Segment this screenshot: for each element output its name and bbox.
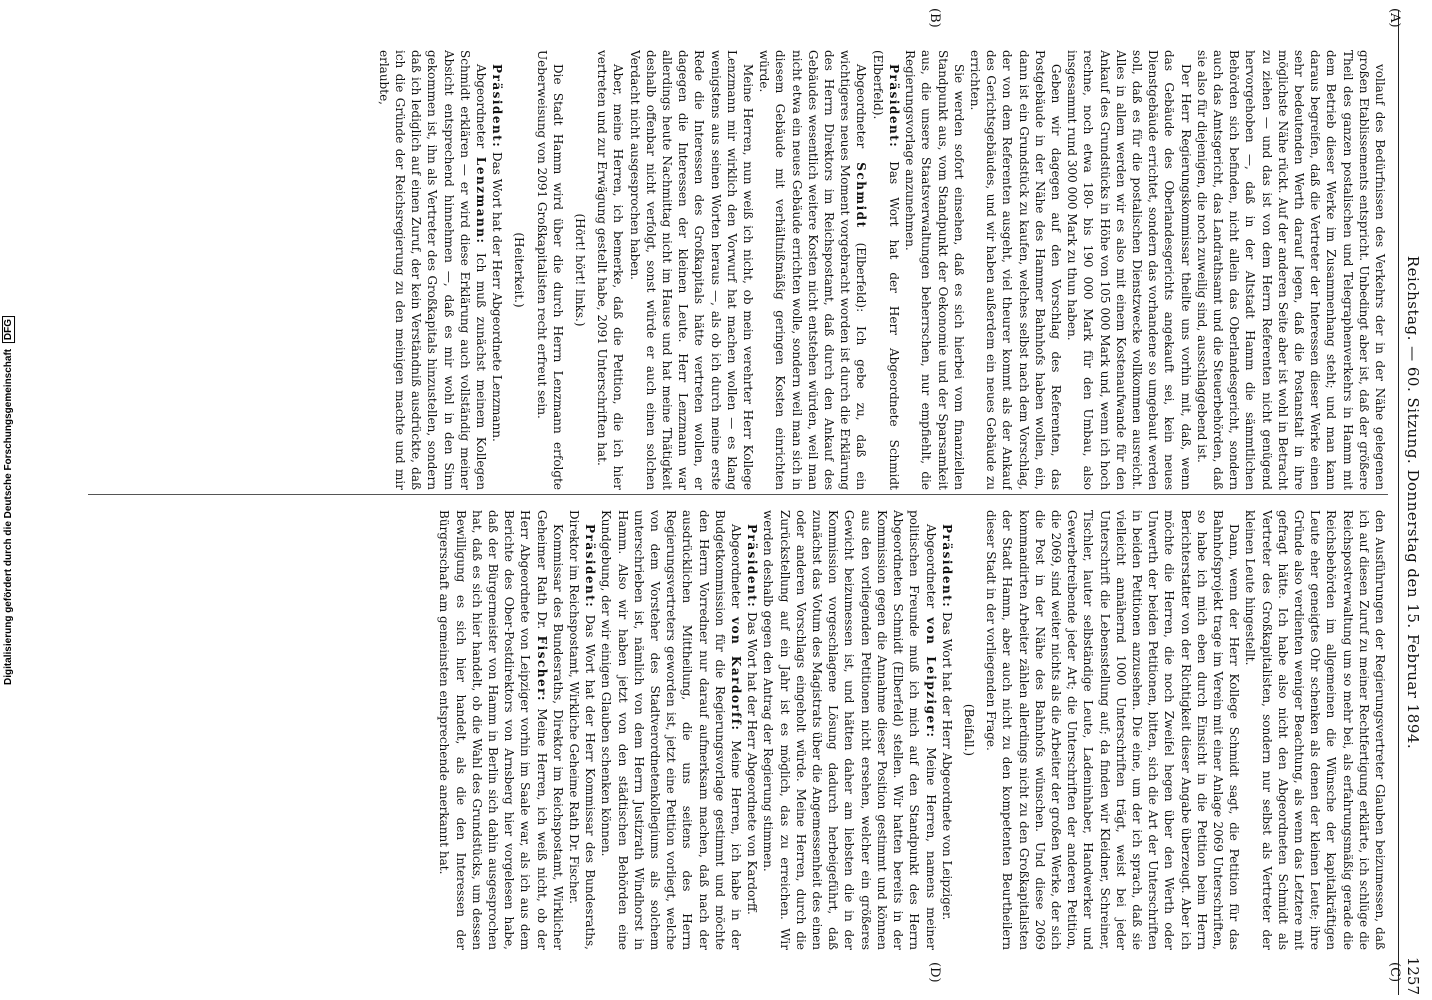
- paragraph: Aber, meine Herren, ich bemerke, daß die Petition, die ich hier vertreten und zur Erwägung gestellt habe, 2091 Unterschriften hat.: [595, 50, 626, 490]
- speech-paragraph: [566, 510, 598, 950]
- speech-paragraph: [376, 50, 489, 490]
- margin-mark-c: (C): [1387, 962, 1402, 983]
- speaker-name: Lenzmann:: [474, 156, 489, 245]
- left-column: [28, 50, 1388, 490]
- speech-paragraph: [870, 50, 902, 490]
- speech-text: Meine Herren, ich habe in der Budgetkommission für die Regierungsvorlage gestimmt und möchte den Herrn Vorredner nur darauf aufmerksam machen, daß nach der ausdrücklichen Mittheilung, die uns seitens des Herrn Regierungsvertreters geworden ist, jetzt eine Petition vorliegt, welche von dem Vorsteher des Stadtverordnetenkollegiums als solchem unterschrieben ist, nämlich von dem Herrn Justizrath Windhorst in Hamm. Also wir haben jetzt von den städtischen Behörden eine Kundgebung, der wir einigen Glauben schenken können.: [599, 510, 744, 950]
- speech-text: Das Wort hat der Herr Abgeordnete Lenzmann.: [490, 152, 505, 442]
- speech-paragraph: [756, 50, 869, 490]
- header-title: Reichstag. — 60. Sitzung. Donnerstag den 15. Februar 1894.: [1404, 255, 1422, 750]
- speaker-role: Abgeordneter: [923, 524, 938, 609]
- speech-paragraph: [744, 510, 760, 950]
- page-header: [1398, 10, 1426, 995]
- paragraph: Meine Herren, nun weiß ich nicht, ob mein verehrter Herr Kollege Lenzmann mir wirklich den Vorwurf hat machen wollen — es klang wenigstens aus seinen Worten heraus —, als ob ich durch meine erste Rede die Interessen des Großkapitals hätte vertreten wollen, er dagegen die Interessen der kleinen Leute. Herr Lenzmann war allerdings heute Nachmittag nicht im Hause und hat meine Thätigkeit deshalb offenbar nicht verfolgt, sonst würde er auch einen solchen Verdacht nicht ausgesprochen haben.: [627, 50, 756, 490]
- right-column: [28, 510, 1388, 950]
- speech-text: Das Wort hat der Herr Abgeordnete von Kardorff.: [745, 612, 760, 915]
- speech-text: Ich muß zunächst meinem Kollegen Schmidt erklären — er wird diese Erklärung auch vollständig meiner Absicht entsprechend hinnehmen —, daß es mir wohl in den Sinn gekommen ist, ihn als Vertreter des Großkapitals hinzustellen, sondern daß ich lediglich auf einen Zuruf, der kein Verständniß ausdrückte, daß ich die Gründe der Reichsregierung zu den meinigen machte und mir erlaubte,: [376, 50, 489, 490]
- margin-mark-b: (B): [927, 8, 942, 28]
- header-rule: [1398, 10, 1399, 995]
- speaker-name: Präsident:: [939, 524, 954, 609]
- margin-mark-a: (A): [1387, 8, 1402, 28]
- speaker-name: Präsident:: [745, 524, 760, 609]
- speaker-name: Präsident:: [490, 64, 505, 149]
- speech-text: (Elberfeld): Ich gebe zu, daß ein wichtigeres neues Moment vorgebracht worden ist durch die Erklärung des Herrn Direktors im Reichspostamt, daß durch den Ankauf des Gebäudes wesentlich weitere Kosten nicht entstehen würden, weil man nicht etwa ein neues Gebäude errichten wolle, sondern weil man sich in diesem Gebäude mit verhältnißmäßig geringen Kosten einrichten würde.: [757, 50, 869, 490]
- speaker-name: Fischer:: [534, 635, 549, 702]
- speaker-role: Abgeordneter: [729, 524, 744, 609]
- digitization-text: [4, 315, 15, 684]
- speaker-role: Abgeordneter: [474, 64, 489, 149]
- speaker-name: von Kardorff:: [729, 617, 744, 732]
- speaker-name: Präsident:: [886, 64, 901, 149]
- interjection: (Hört! hört! links.): [573, 213, 588, 327]
- dfg-logo: DFG: [3, 315, 16, 342]
- interjection: (Heiterkeit.): [512, 232, 527, 308]
- digitization-label: Digitalisierung gefördert durch die Deutsche Forschungsgemeinschaft: [3, 348, 15, 685]
- speech-paragraph: [939, 510, 955, 950]
- speaker-name: Präsident:: [583, 524, 598, 609]
- paragraph: den Ausführungen der Regierungsvertreter Glauben beizumessen, daß ich auf diesen Zuruf zu meiner Rechtfertigung erklärte, ich schlüge die Reichspostverwaltung um so mehr bei, als erfahrungsmäßig gerade die Reichsbehörden im allgemeinen die Wünsche der kapitalkräftigen Leute eher geneigtes Ohr schenken als denen der kleinen Leute; ihre Gründe also verdienten weniger Beachtung, als wenn das Letztere mit gefragt hätte. Ich habe also nicht den Abgeordneten Schmidt als Vertreter des Großkapitalisten, sondern nur selbst als Vertreter der kleinen Leute hingestellt.: [1243, 510, 1387, 950]
- speech-text: Meine Herren, ich weiß nicht, ob der Herr Abgeordnete von Leipziger vorhin im Saale war, als ich aus dem Berichte des Ober-Postdirektors von Arnsberg hier vorgelesen habe, daß der Bürgermeister von Hamm in Berlin sich dahin ausgesprochen hat, daß es sich hier handelt, ob die Wahl des Grundstücks, um dessen Bewilligung es sich hier handelt, als die den Interessen der Bürgerschaft am gemeinsten entsprechende anerkannt hat.: [437, 510, 549, 950]
- paragraph: Der Herr Regierungskommissar theilte uns vorhin mit, daß, wenn das Gebäude des Oberlandesgerichts angekauft sei, kein neues Dienstgebäude errichtet, sondern das vorhandene so umgebaut werden soll, daß es für die postalischen Dienstzwecke vollkommen ausreicht. Alles in allem werden wir es also mit einem Kostenaufwande für den Ankauf des Grundstücks in Höhe von 105 000 Mark und, wenn ich hoch rechne, noch etwa 180- bis 190 000 Mark für den Umbau, also insgesammt rund 300 000 Mark zu thun haben.: [1065, 50, 1193, 490]
- speech-text: Das Wort hat der Herr Abgeordnete Schmidt (Elberfeld).: [870, 50, 901, 490]
- speech-paragraph: [489, 50, 505, 490]
- speech-text: Meine Herren, namens meiner politischen Freunde muß ich mich auf den Standpunkt des Herrn Abgeordneten Schmidt (Elberfeld) stellen. Wir hatten bereits in der Kommission gegen die Annahme dieser Position gestimmt und können aus den vorliegenden Petitionen nicht ersehen, welcher ein größeres Gewicht beizumessen ist, und hätten daher am liebsten die in der Kommission vorgeschlagene Lösung dadurch herbeigeführt, daß zunächst das Votum des Magistrats über die Angemessenheit des einen oder anderen Vorschlags eingeholt würde. Meine Herren, durch die Zurückstellung auf ein Jahr ist es möglich, das zu erreichen. Wir werden deshalb gegen den Antrag der Regierung stimmen.: [761, 510, 938, 950]
- paragraph: Dann, wenn der Herr Kollege Schmidt sagt, die Petition für das Bahnhofsprojekt trage im Verein mit einer Anlage 2069 Unterschriften, so habe ich mich eben durch Einsicht in die Petition beim Herrn Berichterstatter von der Richtigkeit dieser Angabe überzeugt. Aber ich möchte die Herren, die noch Zweifel hegen über den Werth oder Unwerth der beiden Petitionen, bitten, sich die Art der Unterschriften in beiden Petitionen anzusehen. Die eine, um der ich sprach, daß sie vielleicht annähernd 1000 Unterschriften trägt, weist bei jeder Unterschrift die Lebensstellung auf; da finden wir Kleidner, Schreiner, Tischler, lauter selbständige Leute, Ladeninhaber, Handwerker und Gewerbetreibende jeder Art; die Unterschriften der anderen Petition, die 2069, sind weiter nichts als die Arbeiter der großen Werke, der sich die Post in der Nähe des Bahnhofs wünschen. Und diese 2069 kommandirten Arbeiter zählen allerdings nicht zu den Großkapitalisten der Stadt Hamm, aber auch nicht zu den kompetenten Beurtheilern dieser Stadt in der vorliegenden Frage.: [984, 510, 1242, 950]
- paragraph: Die Stadt Hamm wird über die durch Herrn Lenzmann erfolgte Ueberweisung von 2091 Großkapitalisten recht erfreut sein.: [534, 50, 565, 490]
- column-divider: [88, 494, 1388, 495]
- paragraph: vollauf des Bedürfnissen des Verkehrs der in der Nähe gelegenen großen Etablissements entspricht. Unbedingt aber ist, daß der größere Theil des ganzen postalischen und Telegraphenverkehrs in Hamm mit dem Betrieb dieser Werke im Zusammenhang steht; und man kann daraus begreifen, daß die Vertreter der Interessen dieser Werke einen sehr bedeutenden Werth darauf legen, daß die Postanstalt in ihre möglichste Nähe rückt. Auf der anderen Seite aber ist wohl in Betracht zu ziehen — und das ist von dem Herrn Referenten nicht genügend hervorgehoben —, daß in der Altstadt Hamm die sämmtlichen Behörden sich befinden, nicht allein das Oberlandesgericht, sondern auch das Amtsgericht, das Landrathsamt und die Steuerbehörden, daß sie also für diejenigen, die noch zuweilig sind, ausschlaggebend ist.: [1194, 50, 1387, 490]
- interjection: (Beifall.): [961, 703, 976, 757]
- page-number: 1257: [1404, 956, 1422, 995]
- paragraph: Sie werden sofort einsehen, daß es sich hierbei vom finanziellen Standpunkt aus, vom Standpunkt der Oekonomie und der Sparsamkeit aus, die unsere Staatsverwaltungen beherrschen, nur empfiehlt, die Regierungsvorlage anzunehmen.: [903, 50, 966, 490]
- digitization-credit: [0, 0, 22, 1000]
- speaker-role: Kommissar des Bundesraths, Direktor im Reichspostamt, Wirklicher Geheimer Rath Dr.: [534, 510, 565, 950]
- paragraph: Geben wir dagegen auf den Vorschlag des Referenten, das Postgebäude in der Nähe des Hammer Bahnhofs haben wollen, ein, dann ist ein Grundstück zu kaufen, welches selbst nach dem Vorschlag, der von dem Referenten ausgeht, viel theurer kommt als der Ankauf des Gerichtsgebäudes, und wir haben außerdem ein neues Gebäude zu errichten.: [967, 50, 1063, 490]
- speech-text: Das Wort hat der Herr Kommissar des Bundesraths, Direktor im Reichspostamt, Wirkliche Geheime Rath Dr. Fischer.: [567, 510, 598, 950]
- speech-paragraph: [598, 510, 744, 950]
- margin-mark-d: (D): [927, 962, 942, 983]
- speech-paragraph: [436, 510, 566, 950]
- speaker-role: Abgeordneter: [854, 64, 869, 149]
- speaker-name: von Leipziger:: [923, 617, 938, 739]
- speech-text: Das Wort hat der Herr Abgeordnete von Leipziger.: [939, 612, 954, 921]
- speaker-name: Schmidt: [854, 162, 869, 229]
- speech-paragraph: [760, 510, 938, 950]
